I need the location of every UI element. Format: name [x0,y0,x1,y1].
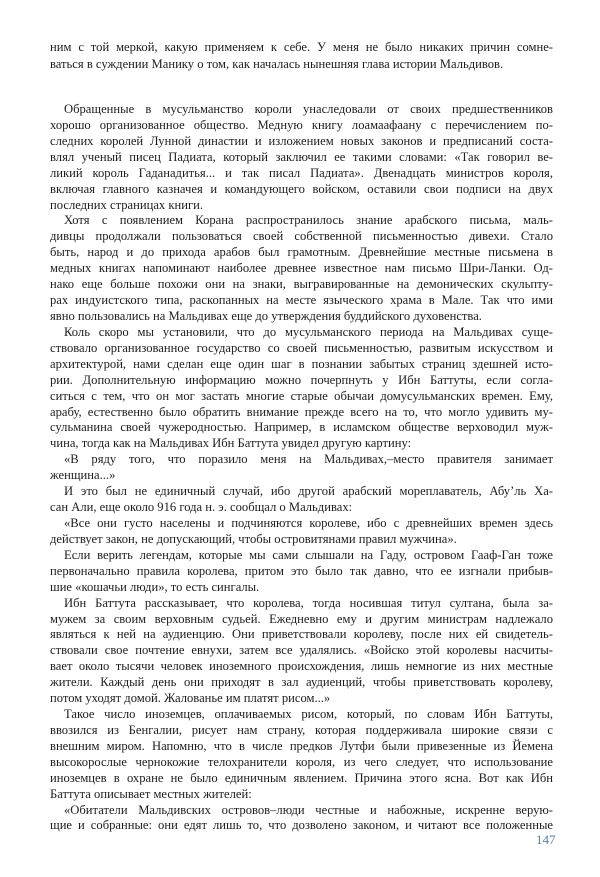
text-line: включая главного казначея и командующего войском, оставили свои подписи на двух [50,181,553,196]
text-line: первоначально правила королева, притом это было так давно, что ее изгнали прибыв- [50,563,553,578]
text-line: женщина...» [50,468,116,483]
text-line: ликий король Гаданадитья... и так писал Падиата». Двенадцать министров короля, [50,165,553,180]
text-line: Баттута описывает местных жителей: [50,786,252,801]
paragraph [50,102,553,213]
text-line: ствовало организованное государство со своей письменностью, развитым искусством и [50,340,553,355]
text-line: шие «кошачьи люди», то есть сингалы. [50,579,260,594]
text-line: ваться в суждении Манику о том, как началась нынешняя глава истории Мальдивов. [50,57,504,71]
text-line: вает около тысячи человек иноземного происхождения, лишь немногие из них местные [50,659,553,674]
text-line: арабу, естественно было обратить внимание прежде всего на то, что могло удивить му- [50,404,553,419]
text-line: хорошо организованное общество. Медную книгу лоамаафаану с перечислением по- [50,117,553,132]
text-line: последних страницах книги. [50,197,204,212]
text-line: Обращенные в мусульманство короли унаследовали от своих предшественников [64,102,553,116]
text-line: чина, тогда как на Мальдивах Ибн Баттута увидел другую картину: [50,436,412,451]
text-line: потом уходят домой. Жалованье им платят рисом...» [50,691,331,706]
paragraph [50,516,553,548]
text-line: мужем за своим верховным судьей. Ежедневно ему и другим министрам надлежало [50,611,553,626]
text-line: ним с той меркой, какую применяем к себе. У меня не было никаких причин сомне- [50,40,553,54]
paragraph [50,803,553,835]
text-line: являться к ней на аудиенцию. Они приветствовали королеву, после них ей свидетель- [50,627,553,642]
text-line: Хотя с появлением Корана распространилось знание арабского письма, маль- [64,213,553,228]
text-line: жители. Каждый день они приходят в зал аудиенций, чтобы приветствовать королеву, [50,675,553,690]
text-line: внешним миром. Напомню, что в числе предков Лутфи были привезенные из Йемена [50,738,553,753]
text-line: нако еще больше похожи они на знаки, выгравированные на демонических скульпту- [50,277,553,292]
text-line: влял ученый писец Падиата, который заключил ее такими словами: «Так говорил ве- [50,149,553,164]
paragraph [50,707,553,803]
text-line: высокорослые чернокожие телохранители короля, из чего следует, что использование [50,754,553,769]
text-line: быть, народ и до прихода арабов был грамотным. Древнейшие местные письмена в [50,245,553,260]
text-line: действует закон, не допускающий, чтобы островитянами правил мужчина». [50,531,457,546]
main-text [50,102,553,834]
text-line: щие и собранные: они едят лишь то, что дозволено законом, и читают все положенные [50,818,553,833]
text-line: Такое число иноземцев, оплачиваемых рисом, который, по словам Ибн Баттуты, [64,707,553,722]
text-line: Коль скоро мы установили, что до мусульманского периода на Мальдивах суще- [64,324,553,339]
text-line: И это был не единичный случай, ибо другой арабский мореплаватель, Абу’ль Ха- [64,484,553,499]
page-number: 147 [536,832,556,847]
text-line: Если верить легендам, которые мы сами слышали на Гаду, островом Гааф-Ган тоже [64,547,553,562]
text-line: дивцы продолжали пользоваться своей собственной письменностью дивехи. Стало [50,229,553,244]
paragraph [50,213,553,324]
text-line: рии. Дополнительную информацию можно почерпнуть у Ибн Баттуты, если согла- [50,372,553,387]
text-line: ввозился из Бенгалии, рисует нам страну, которая поддерживала широкие связи с [50,722,553,737]
text-line: явно пользовались на Мальдивах еще до утверждения буддийского духовенства. [50,308,482,323]
text-line: рах индуистского типа, раскопанных на месте языческого храма в Мале. Так что ими [50,293,553,308]
text-line: сульманина своей чужеродностью. Например, в исламском обществе верховодил муж- [50,420,553,435]
text-line: медных книгах напоминают наиболее древнее известное нам письмо Шри-Ланки. Од- [50,261,553,276]
text-line: «В ряду того, что поразило меня на Мальдивах,–место правителя занимает [64,452,553,467]
continued-paragraph [50,39,553,73]
text-line: архитектурой, нами сделан еще один шаг в познании забытых страниц здешней исто- [50,356,553,371]
paragraph [50,325,553,452]
paragraph [50,452,553,484]
text-line: следних королей Лунной династии и изложением новых законов и предписаний соста- [50,133,553,148]
text-line: ситься с тем, что он мог застать многие старые обычаи домусульманских времен. Ему, [50,388,553,403]
paragraph [50,484,553,516]
text-line: иноземцев в охране не было единичным явлением. Причина этого ясна. Вот как Ибн [50,770,553,785]
text-line: Ибн Баттута рассказывает, что королева, тогда носившая титул султана, была за- [64,595,553,610]
text-line: «Обитатели Мальдивских островов–люди честные и набожные, искренне верую- [64,802,553,817]
text-line: сан Али, еще около 916 года н. э. сообщал о Мальдивах: [50,500,353,515]
paragraph [50,548,553,596]
text-line: ствовали свое почтение евнухи, затем все удалялись. «Войско этой королевы насчиты- [50,643,553,658]
paragraph [50,596,553,707]
text-line: «Все они густо населены и подчиняются королеве, ибо с древнейших времен здесь [64,515,553,530]
